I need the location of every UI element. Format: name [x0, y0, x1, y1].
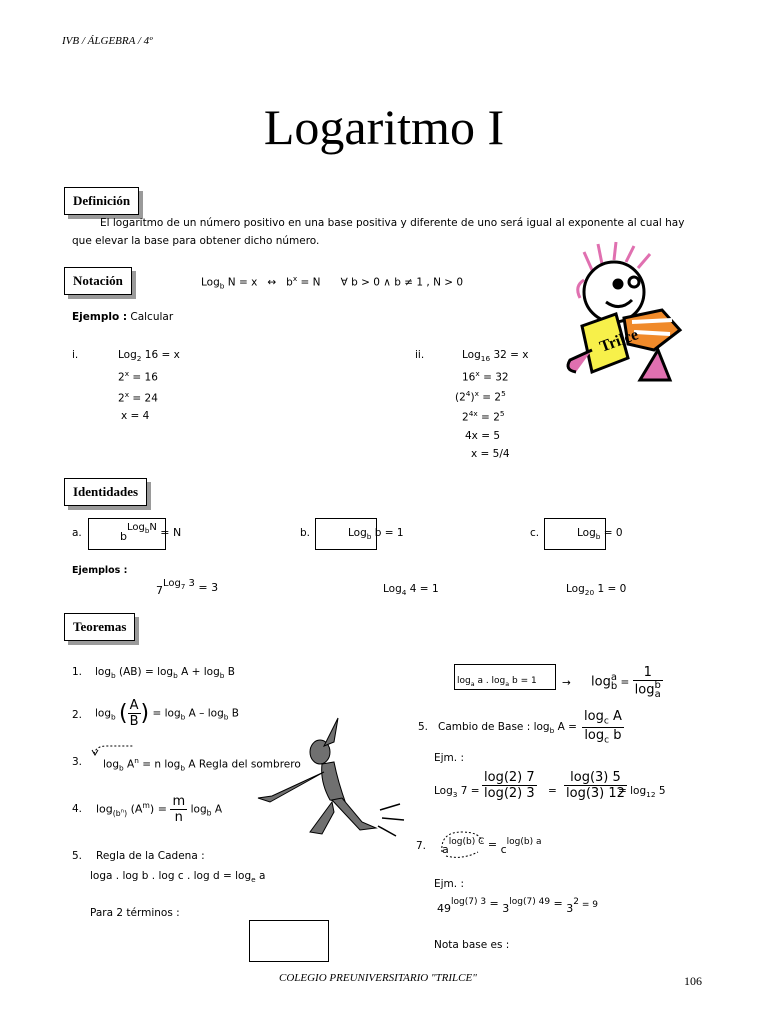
change-base-label: Cambio de Base : $\log_b A$ = [438, 721, 577, 736]
example-ii-line4: $2^{4x} = 2^5$ [462, 409, 505, 424]
example-i-line1: Log$_2$ 16 = x [118, 349, 180, 364]
example-ii-line6: x = 5/4 [471, 448, 510, 460]
section-definicion: Definición [64, 187, 139, 215]
notation-formula: Log$_b$ N = x ↔ $b^x = N$ ∀ b > 0 ∧ b ≠ 1 , N > 0 [201, 274, 464, 291]
ejemplo-line: Ejemplo : Calcular [72, 311, 174, 323]
ejm-1-result: = $\log_{12} 5$ [618, 785, 666, 800]
identity-b-label: b. [300, 527, 311, 539]
two-terms-label: Para 2 términos : [90, 907, 180, 919]
dancer-illustration [250, 712, 410, 842]
theorem-5-title: Regla de la Cadena : [96, 850, 205, 862]
example-ii-number: ii. [415, 349, 425, 361]
ejm-1-fraction-1: $\frac{\log(2) 7}{\log(2) 3}$ [484, 770, 535, 801]
example-ii-line2: $16^x = 32$ [462, 369, 509, 384]
theorem-2: $\log_b$ ( $\frac{A}{B}$ ) = $\log_b A - \log_b B$ [95, 698, 239, 729]
page-number: 106 [684, 974, 702, 988]
chain-rule-formula: loga . log b . log c . $\log d = \log_e a$ [90, 870, 266, 885]
theorem-4: $\log_{(b^n)} (A^m)$ = $\frac{m}{n}$ $\log_b A$ [96, 794, 223, 825]
ejm-1-label: Ejm. : [434, 752, 464, 764]
theorem-2-number: 2. [72, 709, 83, 721]
theorem-7: $a^{log(b) C} = c^{log(b) a}$ [442, 837, 542, 856]
identity-c-formula: Log$_b$ = 0 [577, 527, 623, 542]
nota-base: Nota base es : [434, 939, 510, 951]
example-i-line2: $2^x = 16$ [118, 369, 158, 384]
footer-school: COLEGIO PREUNIVERSITARIO "TRILCE" [279, 972, 477, 984]
theorem-1-number: 1. [72, 666, 83, 678]
identity-c-label: c. [530, 527, 540, 539]
reciprocal-box-formula: $\log_a a$ . $\log_a b = 1$ [457, 676, 537, 688]
mascot-label: Trilce [597, 326, 641, 356]
section-notacion: Notación [64, 267, 132, 295]
identity-a-label: a. [72, 527, 82, 539]
example-ii-line5: 4x = 5 [465, 430, 501, 442]
example-i-number: i. [72, 349, 79, 361]
ejemplo-3: Log$_{20}$ 1 = 0 [566, 583, 627, 598]
two-terms-box [249, 920, 329, 962]
change-base-number: 5. [418, 721, 429, 733]
ejm-2-formula: $49^{log(7) 3} = 3^{log(7) 49} = 3^2 = 9$ [437, 897, 599, 915]
hat-arrow [90, 744, 140, 756]
ejemplo-2: Log$_4$ 4 = 1 [383, 583, 439, 598]
identity-a-formula: bLog$_b$N = N [120, 522, 182, 543]
ejm-1-lhs: Log$_3$ 7 = [434, 785, 480, 800]
ejm-1-equals: = [548, 785, 557, 797]
running-head: IVB / ÁLGEBRA / 4º [62, 35, 153, 47]
theorem-1: $\log_b (AB) = \log_b A + \log_b B$ [95, 666, 235, 681]
reciprocal-arrow: → [562, 677, 571, 689]
theorem-3: $\log_b A^n = n$ $\log_b A$ Regla del sombrero [103, 756, 301, 773]
ejm-1-fraction-2: $\frac{\log(3) 5}{\log(3) 12}$ [566, 770, 625, 801]
section-teoremas: Teoremas [64, 613, 135, 641]
ejm-2-label: Ejm. : [434, 878, 464, 890]
reciprocal-formula: log a b = 1 log b a [591, 665, 661, 700]
identity-b-formula: Log$_b$ b = 1 [348, 527, 404, 542]
section-identidades: Identidades [64, 478, 147, 506]
ejemplos-label: Ejemplos : [72, 565, 128, 576]
change-base-fraction: $\frac{\log_c A}{\log_c b}$ [584, 709, 622, 746]
theorem-3-number: 3. [72, 756, 83, 768]
theorem-5-number: 5. [72, 850, 83, 862]
definition-text: El logaritmo de un número positivo en una base positiva y diferente de uno será igual al exponente al cual hay que elevar la base para obtener dicho número. [72, 217, 685, 247]
theorem-7-number: 7. [416, 840, 427, 852]
example-i-line3: $2^x = 24$ [118, 390, 158, 405]
mascot-illustration [562, 240, 702, 385]
example-ii-line1: Log$_{16}$ 32 = x [462, 349, 529, 364]
example-ii-line3: $(2^4)^x = 2^5$ [455, 389, 506, 404]
page-title: Logaritmo I [263, 99, 505, 155]
example-i-line4: x = 4 [121, 410, 150, 422]
theorem-4-number: 4. [72, 803, 83, 815]
ejemplo-1: 7Log$_7$ 3 = 3 [156, 578, 219, 597]
